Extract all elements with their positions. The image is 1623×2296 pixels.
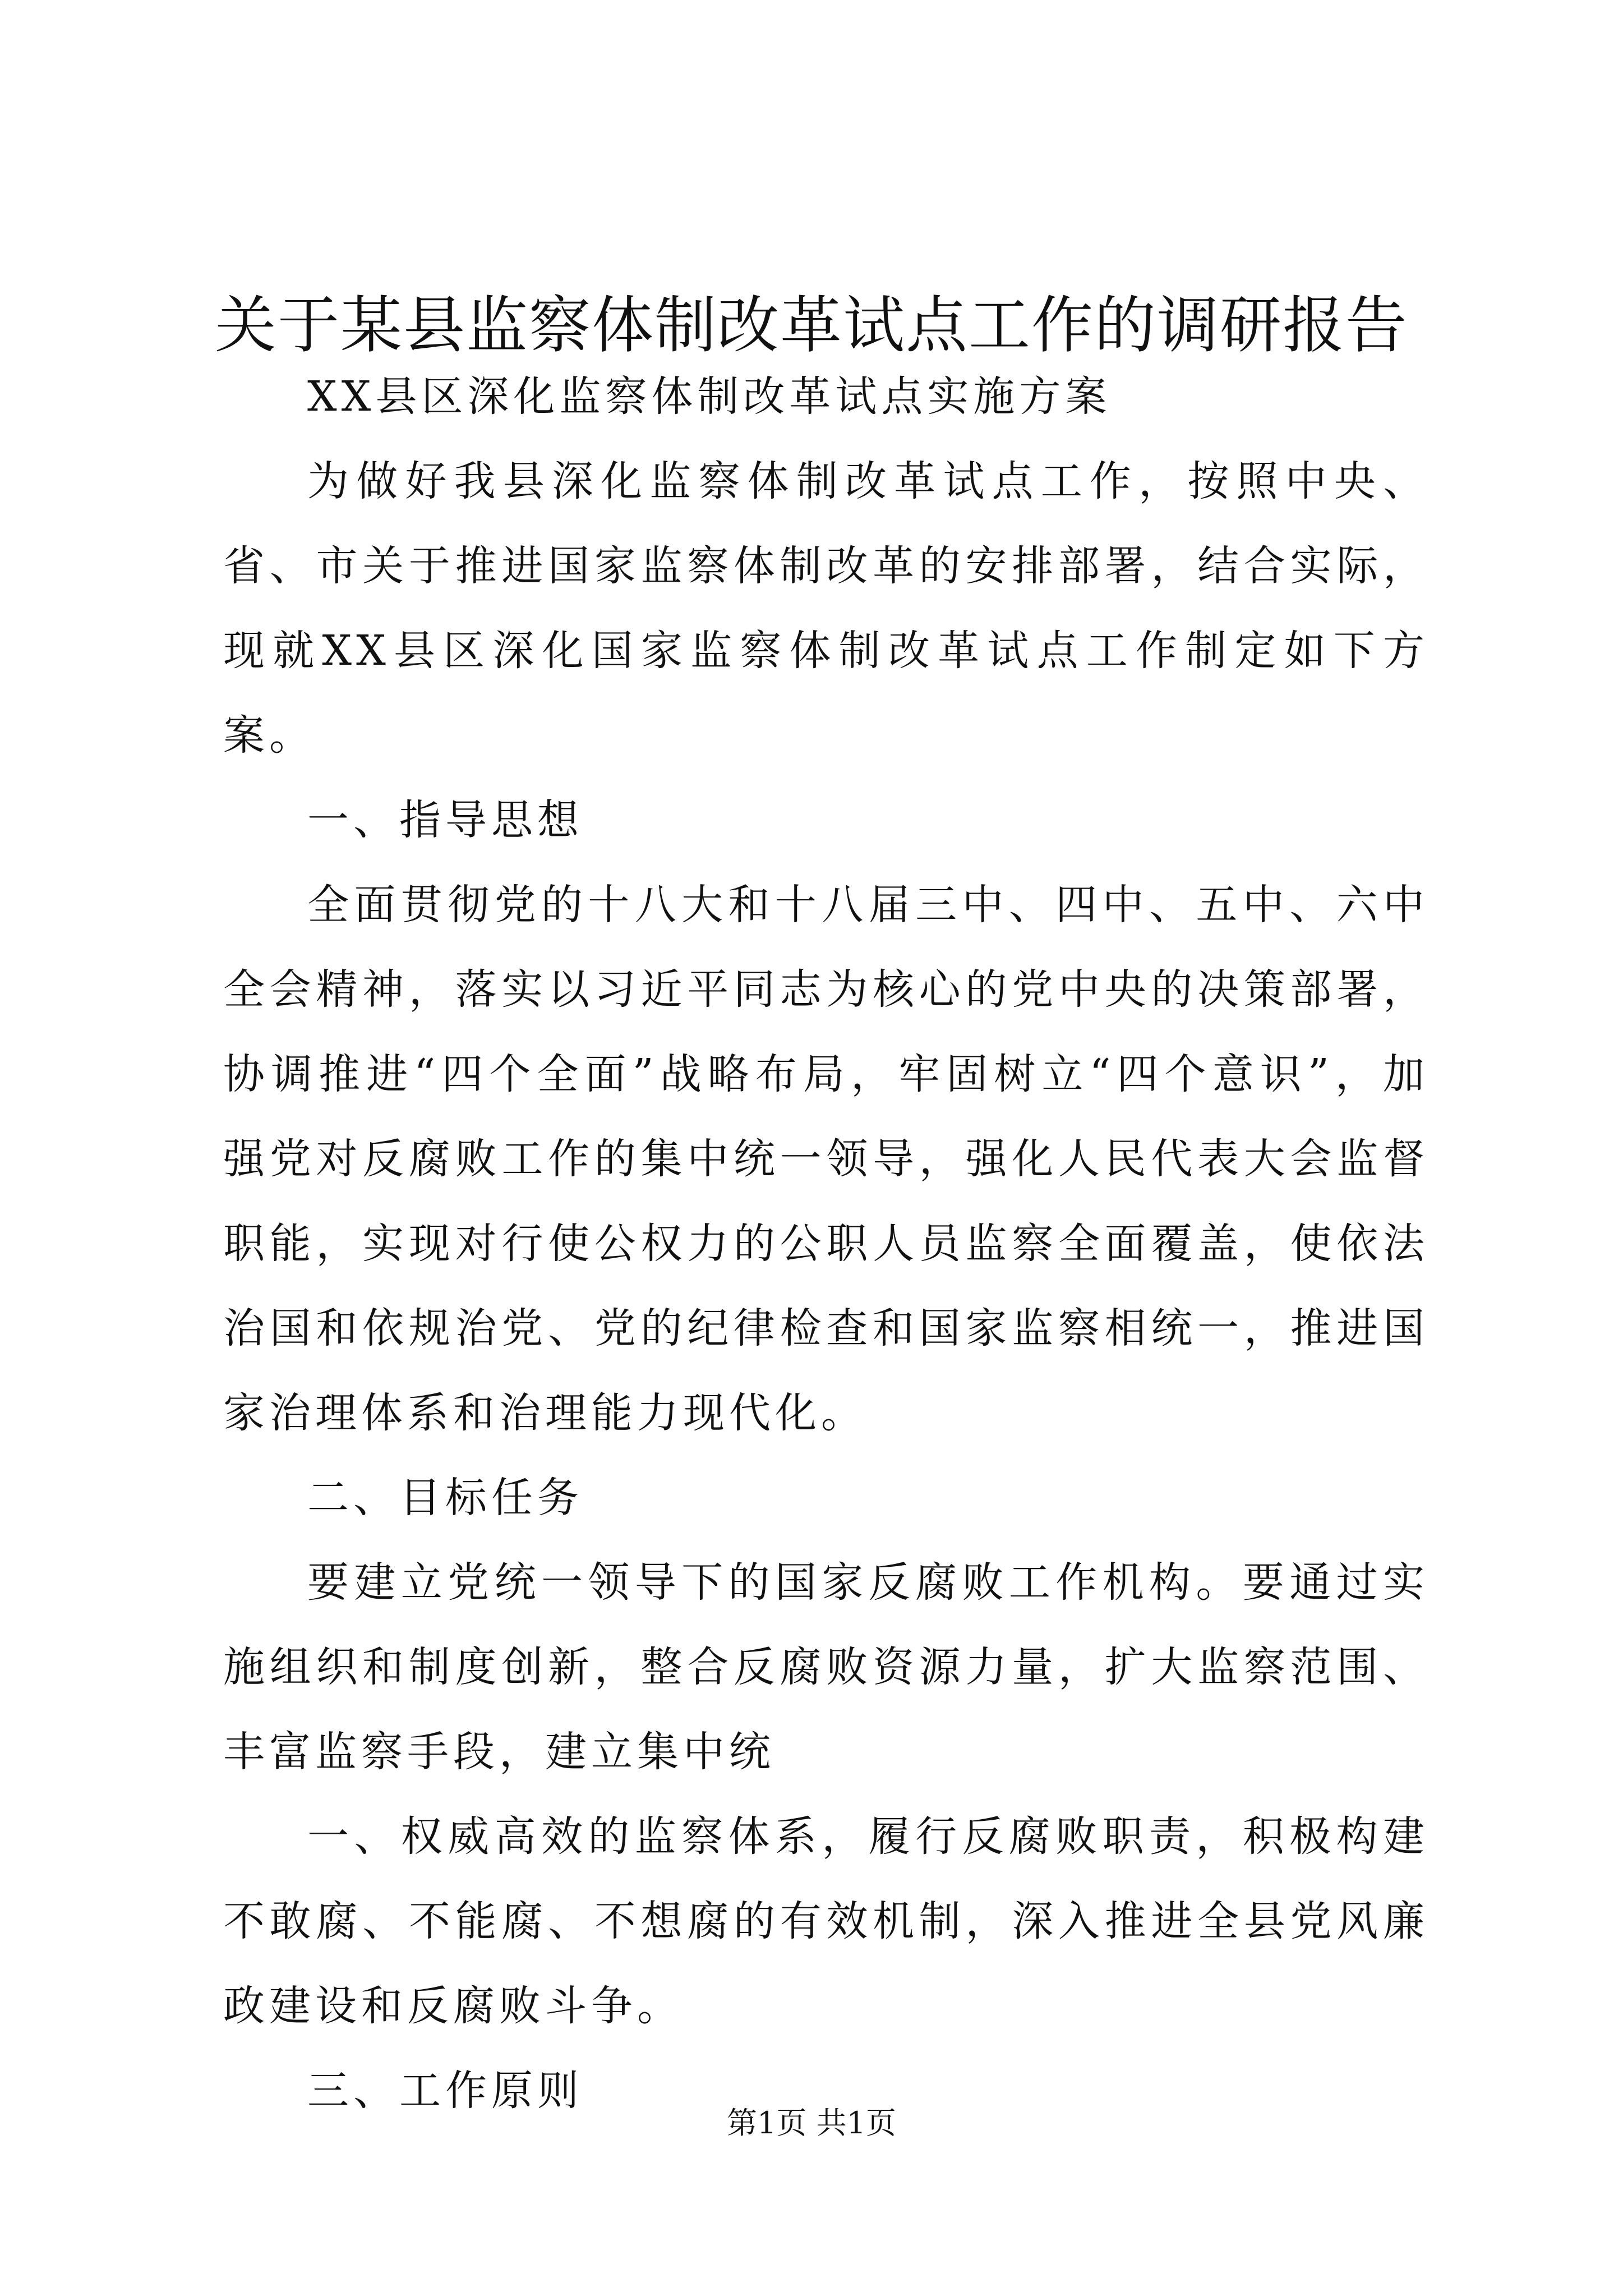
document-body <box>223 355 1429 2133</box>
section-heading-guiding-ideology: 一、指导思想 <box>307 796 583 844</box>
page-footer: 第1页 共1页 <box>727 2105 896 2141</box>
paragraph-supervision-system: 一、权威高效的监察体系，履行反腐败职责，积极构建不敢腐、不能腐、不想腐的有效机制，深入推进全县党风廉政建设和反腐败斗争。 <box>223 1812 1429 2030</box>
section-heading-work-principles: 三、工作原则 <box>307 2067 583 2115</box>
section-heading-goals-tasks: 二、目标任务 <box>307 1474 583 1522</box>
paragraph-guiding-ideology: 全面贯彻党的十八大和十八届三中、四中、五中、六中全会精神，落实以习近平同志为核心的党中央的决策部署，协调推进“四个全面”战略布局，牢固树立“四个意识”，加强党对反腐败工作的集中统一领导，强化人民代表大会监督职能，实现对行使公权力的公职人员监察全面覆盖，使依法治国和依规治党、党的纪律检查和国家监察相统一，推进国家治理体系和治理能力现代化。 <box>223 881 1429 1437</box>
document-title: 关于某县监察体制改革试点工作的调研报告 <box>215 289 1408 361</box>
subtitle-line: XX县区深化监察体制改革试点实施方案 <box>307 372 1112 421</box>
paragraph-intro: 为做好我县深化监察体制改革试点工作，按照中央、省、市关于推进国家监察体制改革的安排部署，结合实际，现就XX县区深化国家监察体制改革试点工作制定如下方案。 <box>223 457 1429 760</box>
paragraph-goals-tasks: 要建立党统一领导下的国家反腐败工作机构。要通过实施组织和制度创新，整合反腐败资源力量，扩大监察范围、丰富监察手段，建立集中统 <box>223 1558 1429 1776</box>
